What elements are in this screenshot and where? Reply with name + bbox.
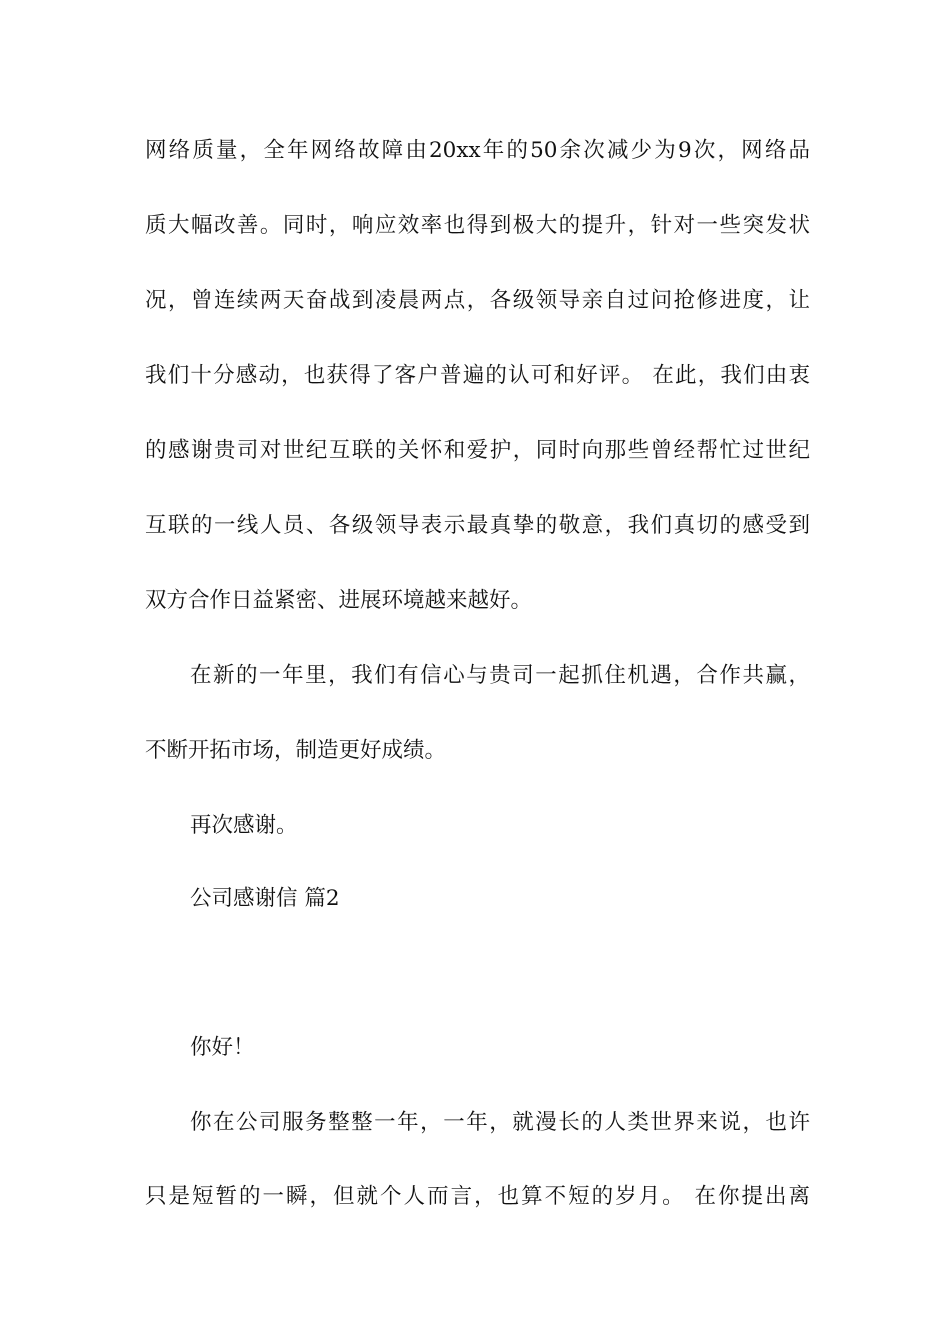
section-heading: 公司感谢信 篇2 xyxy=(190,886,340,911)
text-line-3: 况，曾连续两天奋战到凌晨两点，各级领导亲自过问抢修进度，让 xyxy=(145,288,810,313)
body-line-2: 只是短暂的一瞬，但就个人而言，也算不短的岁月。 在你提出离 xyxy=(145,1184,810,1209)
greeting-line: 你好！ xyxy=(190,1035,255,1060)
paragraph-line-2: 不断开拓市场，制造更好成绩。 xyxy=(145,738,447,763)
paragraph-line-1: 在新的一年里，我们有信心与贵司一起抓住机遇，合作共赢， xyxy=(190,663,810,688)
text-line-7: 双方合作日益紧密、进展环境越来越好。 xyxy=(145,588,533,613)
text-line-6: 互联的一线人员、各级领导表示最真挚的敬意，我们真切的感受到 xyxy=(145,513,810,538)
text-line-1: 网络质量，全年网络故障由20xx年的50余次减少为9次，网络品 xyxy=(145,138,810,163)
body-line-1: 你在公司服务整整一年，一年，就漫长的人类世界来说，也许 xyxy=(190,1110,810,1135)
text-line-4: 我们十分感动，也获得了客户普遍的认可和好评。 在此，我们由衷 xyxy=(145,363,810,388)
text-line-2: 质大幅改善。同时，响应效率也得到极大的提升，针对一些突发状 xyxy=(145,213,810,238)
text-line-5: 的感谢贵司对世纪互联的关怀和爱护，同时向那些曾经帮忙过世纪 xyxy=(145,438,810,463)
thanks-line: 再次感谢。 xyxy=(190,813,298,838)
